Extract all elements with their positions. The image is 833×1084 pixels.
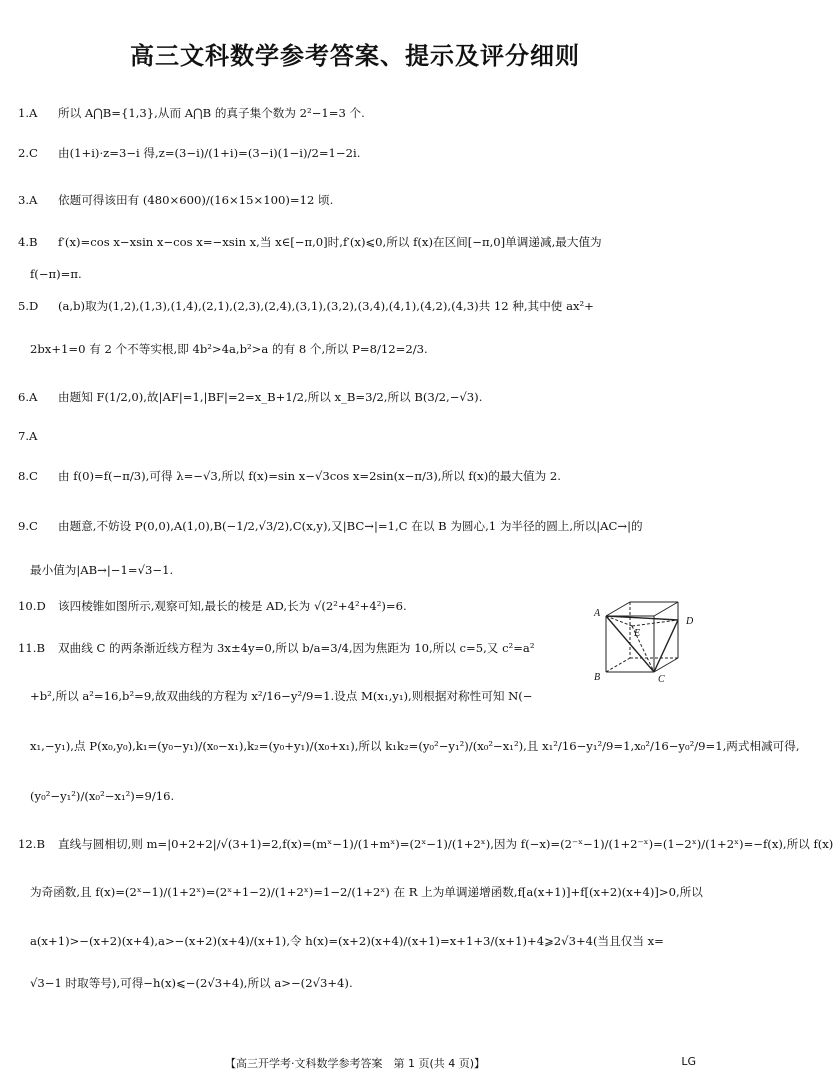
item-number: 11.B [18,641,45,655]
item-text: 双曲线 C 的两条渐近线方程为 3x±4y=0,所以 b/a=3/4,因为焦距为 10,所以 c=5,又 c²=a² [58,641,535,655]
item-text: 由 f(0)=f(−π/3),可得 λ=−√3,所以 f(x)=sin x−√3cos x=2sin(x−π/3),所以 f(x)的最大值为 2. [58,469,561,483]
answer-12 [18,836,833,852]
footer-code: LG [681,1055,696,1068]
answer-10 [18,598,590,614]
item-number: 1.A [18,106,38,120]
item-text: 由题意,不妨设 P(0,0),A(1,0),B(−1/2,√3/2),C(x,y),又|BC→|=1,C 在以 B 为圆心,1 为半径的圆上,所以|AC→|的 [58,519,643,533]
label-d: D [686,616,694,627]
answer-11-cont2: x₁,−y₁),点 P(x₀,y₀),k₁=(y₀−y₁)/(x₀−x₁),k₂=(y₀+y₁)/(x₀+x₁),所以 k₁k₂=(y₀²−y₁²)/(x₀²−x₁²),且 x₁²/16−y₁²/9=1,x₀²/16−y₀²/9=1,两式相减可得, [30,739,800,753]
answer-8 [18,468,692,484]
item-text: 由(1+i)·z=3−i 得,z=(3−i)/(1+i)=(3−i)(1−i)/2=1−2i. [58,146,361,160]
answer-2 [18,145,692,161]
item-number: 9.C [18,519,38,533]
item-number: 12.B [18,837,45,851]
item-text: 该四棱锥如图所示,观察可知,最长的棱是 AD,长为 √(2²+4²+4²)=6. [58,599,407,613]
pyramid-figure [588,600,700,685]
answer-9 [18,518,692,534]
label-a: A [594,608,601,619]
answer-3 [18,192,692,208]
item-number: 7.A [18,429,38,443]
label-c: C [658,674,665,685]
answer-12-cont1: 为奇函数,且 f(x)=(2ˣ−1)/(1+2ˣ)=(2ˣ+1−2)/(1+2ˣ)=1−2/(1+2ˣ) 在 R 上为单调递增函数,f[a(x+1)]+f[(x+2)(x+4)]>0,所以 [30,885,703,899]
answer-4 [18,234,692,250]
item-text: f′(x)=cos x−xsin x−cos x=−xsin x,当 x∈[−π,0]时,f′(x)⩽0,所以 f(x)在区间[−π,0]单调递减,最大值为 [58,235,602,249]
item-number: 2.C [18,146,38,160]
item-text: 依题可得该田有 (480×600)/(16×15×100)=12 顷. [58,193,334,207]
page-title: 高三文科数学参考答案、提示及评分细则 [130,42,580,70]
item-text: (a,b)取为(1,2),(1,3),(1,4),(2,1),(2,3),(2,4),(3,1),(3,2),(3,4),(4,1),(4,2),(4,3)共 12 种,其中使 ax²+ [58,299,594,313]
item-number: 6.A [18,390,38,404]
answer-12-cont2: a(x+1)>−(x+2)(x+4),a>−(x+2)(x+4)/(x+1),令 h(x)=(x+2)(x+4)/(x+1)=x+1+3/(x+1)+4⩾2√3+4(当且仅当 x= [30,934,664,948]
item-number: 8.C [18,469,38,483]
label-b: B [594,672,601,683]
item-number: 5.D [18,299,39,313]
label-e: E [634,628,641,639]
item-text: 所以 A⋂B={1,3},从而 A⋂B 的真子集个数为 2²−1=3 个. [58,106,365,120]
answer-11 [18,640,590,656]
answer-6 [18,389,692,405]
page-footer: 【高三开学考·文科数学参考答案 第 1 页(共 4 页)】 [224,1057,486,1070]
answer-1 [18,105,692,121]
answer-4-cont: f(−π)=π. [30,267,82,281]
answer-9-cont: 最小值为|AB→|−1=√3−1. [30,563,174,577]
item-number: 3.A [18,193,38,207]
answer-12-cont3: √3−1 时取等号),可得−h(x)⩽−(2√3+4),所以 a>−(2√3+4). [30,976,353,990]
item-text: 由题知 F(1/2,0),故|AF|=1,|BF|=2=x_B+1/2,所以 x_B=3/2,所以 B(3/2,−√3). [58,390,483,404]
answer-5-cont: 2bx+1=0 有 2 个不等实根,即 4b²>4a,b²>a 的有 8 个,所以 P=8/12=2/3. [30,342,428,356]
answer-5 [18,298,692,314]
answer-7 [18,428,692,444]
answer-11-cont1: +b²,所以 a²=16,b²=9,故双曲线的方程为 x²/16−y²/9=1.设点 M(x₁,y₁),则根据对称性可知 N(− [30,689,533,703]
item-number: 4.B [18,235,38,249]
item-number: 10.D [18,599,46,613]
item-text: 直线与圆相切,则 m=|0+2+2|/√(3+1)=2,f(x)=(mˣ−1)/(1+mˣ)=(2ˣ−1)/(1+2ˣ),因为 f(−x)=(2⁻ˣ−1)/(1+2⁻ˣ)=(1−2ˣ)/(1+2ˣ)=−f(x),所以 f(x) [58,837,833,851]
answer-11-cont3: (y₀²−y₁²)/(x₀²−x₁²)=9/16. [30,789,175,803]
